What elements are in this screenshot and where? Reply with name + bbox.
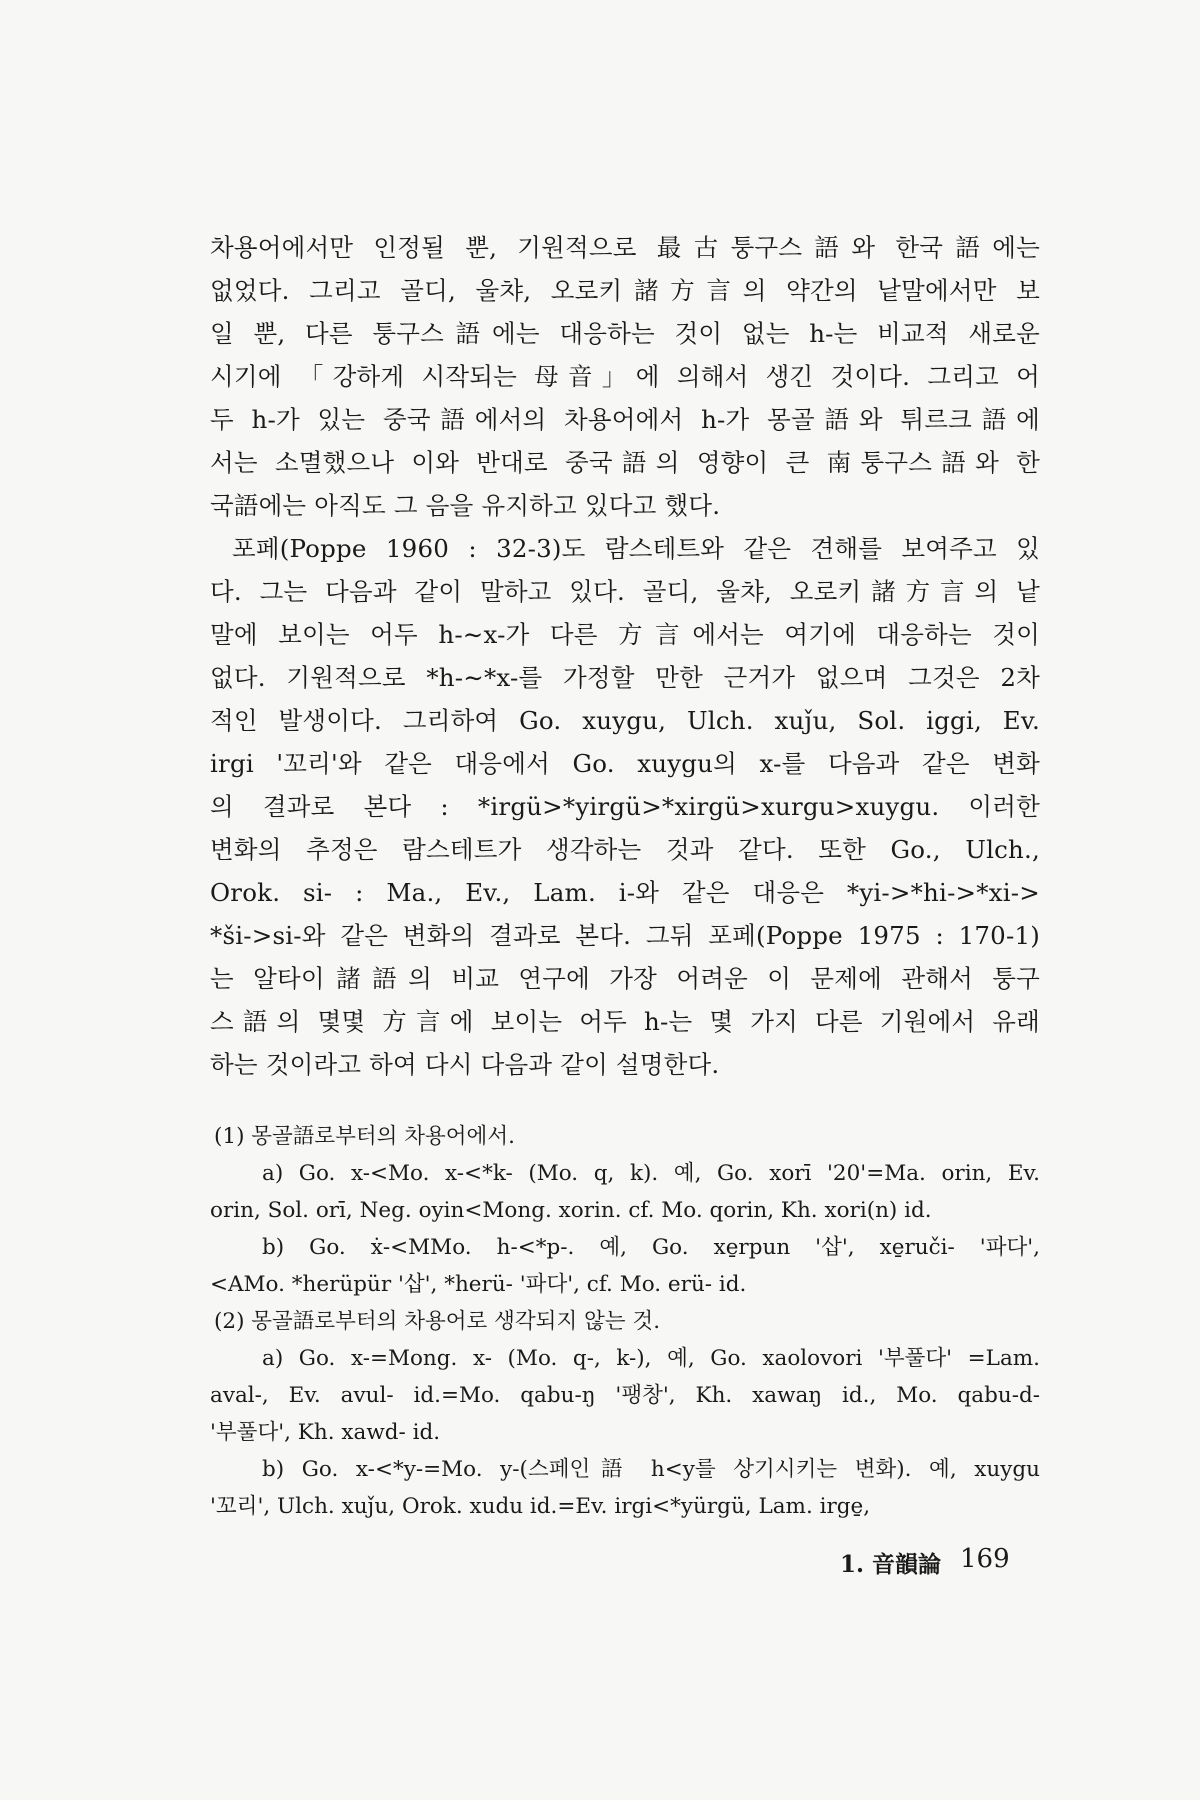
example-line: a) Go. x-=Mong. x- (Mo. q-, k-), 예, Go. xaolovori '부풀다' =Lam. <box>262 1346 1040 1371</box>
text-line: 변화의 추정은 람스테트가 생각하는 것과 같다. 또한 Go., Ulch., <box>210 835 1040 864</box>
example-line: '부풀다', Kh. xawd- id. <box>210 1420 441 1445</box>
text-line: *ši->si-와 같은 변화의 결과로 본다. 그뒤 포페(Poppe 1975 : 170-1) <box>210 921 1040 950</box>
text-line: 차용어에서만 인정될 뿐, 기원적으로 最古퉁구스語와 한국語에는 <box>210 233 1040 262</box>
paragraph-1 <box>210 226 1040 527</box>
text-line: 두 h-가 있는 중국語에서의 차용어에서 h-가 몽골語와 튀르크語에 <box>210 405 1040 434</box>
text-line: 말에 보이는 어두 h-∼x-가 다른 方言에서는 여기에 대응하는 것이 <box>210 620 1040 649</box>
example-line: orin, Sol. orī, Neg. oyin<Mong. xorin. cf. Mo. qorin, Kh. xori(n) id. <box>210 1198 932 1223</box>
text-line: 적인 발생이다. 그리하여 Go. xuygu, Ulch. xuǰu, Sol. iggi, Ev. <box>210 706 1040 735</box>
example-line: b) Go. ẋ-<MMo. h-<*p-. 예, Go. xe̱rpun '삽', xe̱ruči- '파다', <box>262 1235 1040 1260</box>
example-group-2 <box>210 1303 1040 1525</box>
example-group-1 <box>210 1118 1040 1303</box>
example-line: b) Go. x-<*y-=Mo. y-(스페인語 h<y를 상기시키는 변화). 예, xuygu <box>262 1457 1040 1482</box>
text-line: 는 알타이諸語의 비교 연구에 가장 어려운 이 문제에 관해서 퉁구 <box>210 964 1040 993</box>
text-line: 없다. 기원적으로 *h-∼*x-를 가정할 만한 근거가 없으며 그것은 2차 <box>210 663 1040 692</box>
text-line: 국語에는 아직도 그 음을 유지하고 있다고 했다. <box>210 491 721 520</box>
example-heading: (1) 몽골語로부터의 차용어에서. <box>214 1124 515 1149</box>
text-line: irgi '꼬리'와 같은 대응에서 Go. xuygu의 x-를 다음과 같은 변화 <box>210 749 1040 778</box>
example-line: aval-, Ev. avul- id.=Mo. qabu-ŋ '팽창', Kh. xawaŋ id., Mo. qabu-d- <box>210 1383 1040 1408</box>
example-line: '꼬리', Ulch. xuǰu, Orok. xudu id.=Ev. irgi<*yürgü, Lam. irge̱, <box>210 1494 871 1519</box>
text-line: 없었다. 그리고 골디, 울챠, 오로키諸方言의 약간의 낱말에서만 보 <box>210 276 1040 305</box>
text-line: 시기에 「강하게 시작되는 母音」에 의해서 생긴 것이다. 그리고 어 <box>210 362 1040 391</box>
example-heading: (2) 몽골語로부터의 차용어로 생각되지 않는 것. <box>214 1309 661 1334</box>
examples-block <box>210 1118 1040 1525</box>
text-line: 스語의 몇몇 方言에 보이는 어두 h-는 몇 가지 다른 기원에서 유래 <box>210 1007 1040 1036</box>
example-line: <AMo. *herüpür '삽', *herü- '파다', cf. Mo. erü- id. <box>210 1272 747 1297</box>
text-line: 포페(Poppe 1960 : 32-3)도 람스테트와 같은 견해를 보여주고 있 <box>232 534 1040 563</box>
text-line: Orok. si- : Ma., Ev., Lam. i-와 같은 대응은 *yi->*hi->*xi-> <box>210 878 1040 907</box>
text-line: 서는 소멸했으나 이와 반대로 중국語의 영향이 큰 南퉁구스語와 한 <box>210 448 1040 477</box>
page-footer <box>0 1546 1200 1586</box>
example-line: a) Go. x-<Mo. x-<*k- (Mo. q, k). 예, Go. xorī '20'=Ma. orin, Ev. <box>262 1161 1040 1186</box>
body-text <box>210 226 1040 1086</box>
text-line: 일 뿐, 다른 퉁구스語에는 대응하는 것이 없는 h-는 비교적 새로운 <box>210 319 1040 348</box>
text-line: 하는 것이라고 하여 다시 다음과 같이 설명한다. <box>210 1050 720 1079</box>
text-line: 의 결과로 본다 : *irgü>*yirgü>*xirgü>xurgu>xuygu. 이러한 <box>210 792 1040 821</box>
text-line: 다. 그는 다음과 같이 말하고 있다. 골디, 울챠, 오로키諸方言의 낱 <box>210 577 1040 606</box>
running-section-title: 1. 音韻論 <box>840 1551 942 1578</box>
page-number: 169 <box>960 1544 1010 1574</box>
paragraph-2 <box>210 527 1040 1086</box>
